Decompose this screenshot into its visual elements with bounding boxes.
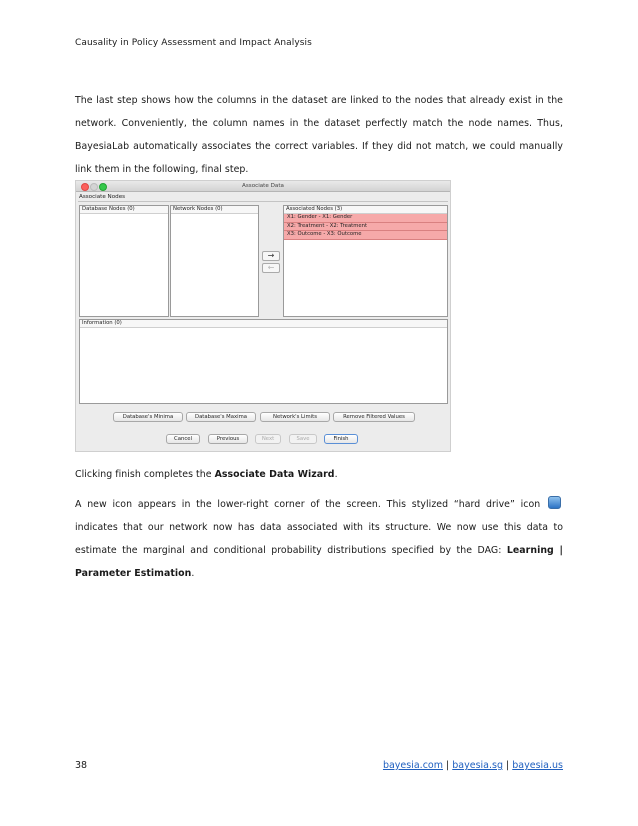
previous-button[interactable]: Previous <box>208 434 248 444</box>
network-limits-button[interactable]: Network's Limits <box>260 412 330 422</box>
associate-data-dialog <box>75 180 451 452</box>
network-nodes-list[interactable] <box>170 205 259 317</box>
footer-links <box>383 760 563 771</box>
intro-paragraph: The last step shows how the columns in the dataset are linked to the nodes that already exist in the network. Conveniently, the column names in the dataset perfectly match the node names. Thus, BayesiaLab automatically associates the correct variables. If they did not match, we could manually link them in the following, final step. <box>75 95 563 175</box>
dissociate-arrow-button[interactable]: ← <box>262 263 280 273</box>
footer-link-sg[interactable]: bayesia.sg <box>452 760 503 771</box>
associated-nodes-list[interactable] <box>283 205 448 317</box>
associated-row[interactable]: X2: Treatment - X2: Treatment <box>284 223 447 232</box>
next-button[interactable]: Next <box>255 434 281 444</box>
page-number: 38 <box>75 760 88 771</box>
finish-paragraph <box>75 463 563 486</box>
footer-link-us[interactable]: bayesia.us <box>512 760 563 771</box>
icon-paragraph <box>75 493 563 585</box>
save-button[interactable]: Save <box>289 434 317 444</box>
icon-paragraph-suffix: . <box>191 568 195 579</box>
network-nodes-header: Network Nodes (0) <box>171 206 258 214</box>
finish-text: Clicking finish completes the <box>75 469 215 480</box>
running-header: Causality in Policy Assessment and Impact Analysis <box>75 38 312 48</box>
icon-text: A new icon appears in the lower-right corner of the screen. This stylized “hard drive” icon <box>75 499 546 510</box>
finish-button[interactable]: Finish <box>324 434 358 444</box>
database-minima-button[interactable]: Database's Minima <box>113 412 183 422</box>
associated-nodes-header: Associated Nodes (3) <box>284 206 447 214</box>
section-title: Associate Nodes <box>79 194 126 200</box>
database-nodes-list[interactable] <box>79 205 169 317</box>
footer-separator: | <box>506 760 510 771</box>
menu-path: Learning | Parameter Estimation <box>75 545 564 579</box>
associate-arrow-button[interactable]: → <box>262 251 280 261</box>
dialog-titlebar <box>76 181 450 192</box>
section-divider <box>78 201 448 202</box>
wizard-name: Associate Data Wizard <box>214 469 335 480</box>
footer-separator: | <box>446 760 450 771</box>
cancel-button[interactable]: Cancel <box>166 434 200 444</box>
remove-filtered-values-button[interactable]: Remove Filtered Values <box>333 412 415 422</box>
associated-row[interactable]: X1: Gender - X1: Gender <box>284 214 447 223</box>
icon-text-continued: indicates that our network now has data associated with its structure. We now use this data to estimate the marginal and conditional probability distributions specified by the DAG: <box>75 522 563 556</box>
dialog-title: Associate Data <box>242 182 284 189</box>
associated-row[interactable]: X3: Outcome - X3: Outcome <box>284 231 447 240</box>
hard-drive-icon <box>548 496 561 509</box>
database-nodes-header: Database Nodes (0) <box>80 206 168 214</box>
finish-suffix: . <box>334 469 338 480</box>
information-panel <box>79 319 448 404</box>
footer-link-com[interactable]: bayesia.com <box>382 760 443 771</box>
information-header: Information (0) <box>80 320 447 328</box>
database-maxima-button[interactable]: Database's Maxima <box>186 412 256 422</box>
